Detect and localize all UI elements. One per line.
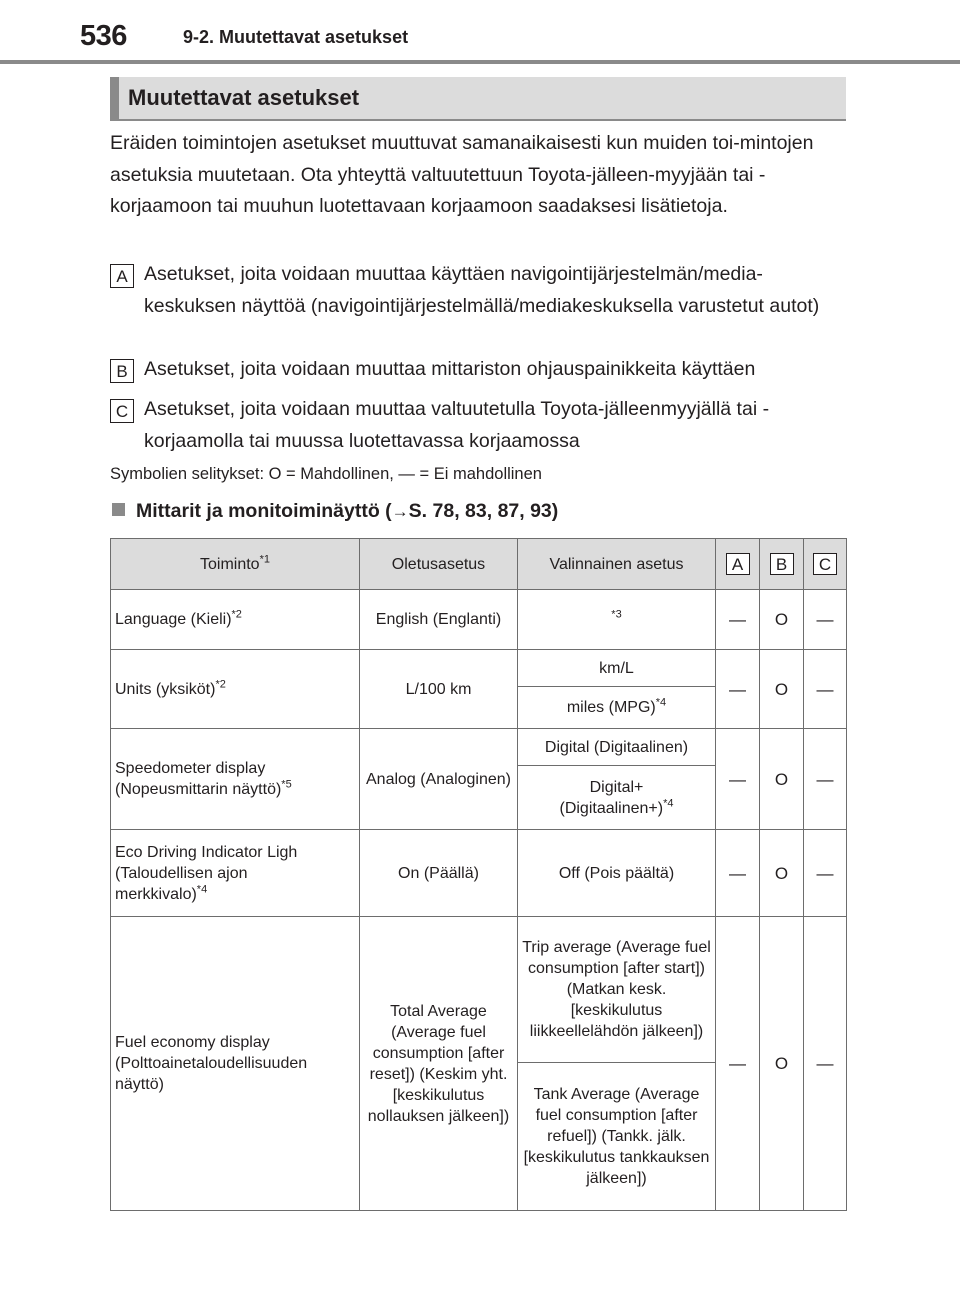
badge-c: C xyxy=(813,553,837,575)
function-cell: Eco Driving Indicator Ligh (Taloudellisen ajon merkkivalo)$^{*4}$ xyxy=(111,830,360,917)
c-cell: — xyxy=(804,830,847,917)
badge-b: B xyxy=(770,553,794,575)
header-default: Oletusasetus xyxy=(360,539,518,590)
b-cell: O xyxy=(760,650,804,729)
title-accent-bar xyxy=(110,77,119,121)
function-cell: Units (yksiköt)$^{*2}$ xyxy=(111,650,360,729)
a-cell: — xyxy=(716,650,760,729)
a-cell: — xyxy=(716,917,760,1211)
a-cell: — xyxy=(716,729,760,830)
optional-cell: Trip average (Average fuel consumption [after start]) (Matkan kesk. [keskikulutus liikkeellelähdön jälkeen]) xyxy=(518,917,716,1063)
a-cell: — xyxy=(716,590,760,650)
header-function: Toiminto$^{*1}$ xyxy=(111,539,360,590)
page-references: S. 78, 83, 87, 93) xyxy=(408,500,559,522)
default-cell: L/100 km xyxy=(360,650,518,729)
function-cell: Language (Kieli)$^{*2}$ xyxy=(111,590,360,650)
item-b-text: Asetukset, joita voidaan muuttaa mittariston ohjauspainikkeita käyttäen xyxy=(144,358,756,380)
function-cell: Fuel economy display (Polttoainetaloudellisuuden näyttö) xyxy=(111,917,360,1211)
badge-c: C xyxy=(110,399,134,423)
header-optional: Valinnainen asetus xyxy=(518,539,716,590)
list-item-b xyxy=(110,354,850,386)
optional-cell: *3 xyxy=(518,590,716,650)
optional-cell: Tank Average (Average fuel consumption [after refuel]) (Tankk. jälk. [keskikulutus tankkauksen jälkeen]) xyxy=(518,1063,716,1211)
c-cell: — xyxy=(804,729,847,830)
badge-b: B xyxy=(110,359,134,383)
arrow-icon: → xyxy=(391,502,409,521)
badge-a: A xyxy=(110,264,134,288)
function-cell: Speedometer display (Nopeusmittarin näyttö)$^{*5}$ xyxy=(111,729,360,830)
table-header-row xyxy=(111,539,847,590)
default-cell: On (Päällä) xyxy=(360,830,518,917)
default-cell: Analog (Analoginen) xyxy=(360,729,518,830)
section-title: 9-2. Muutettavat asetukset xyxy=(183,27,409,47)
bullet-square-icon xyxy=(112,503,125,516)
symbol-legend: Symbolien selitykset: O = Mahdollinen, — = Ei mahdollinen xyxy=(110,465,542,483)
subheading-text: Mittarit ja monitoiminäyttö ( xyxy=(136,500,392,522)
optional-cell: miles (MPG)$^{*4}$ xyxy=(518,687,716,729)
c-cell: — xyxy=(804,917,847,1211)
page-header xyxy=(0,0,960,66)
list-item-a xyxy=(110,259,850,322)
header-b xyxy=(760,539,804,590)
table-row xyxy=(111,729,847,766)
a-cell: — xyxy=(716,830,760,917)
table-row xyxy=(111,830,847,917)
default-cell: Total Average (Average fuel consumption [after reset]) (Keskim yht. [keskikulutus nollauksen jälkeen]) xyxy=(360,917,518,1211)
optional-cell: Off (Pois päältä) xyxy=(518,830,716,917)
b-cell: O xyxy=(760,917,804,1211)
item-c-text: Asetukset, joita voidaan muuttaa valtuutetulla Toyota-jälleenmyyjällä tai -korjaamolla tai muussa luotettavassa korjaamossa xyxy=(144,398,770,452)
header-c xyxy=(804,539,847,590)
b-cell: O xyxy=(760,729,804,830)
table-row xyxy=(111,590,847,650)
page-number: 536 xyxy=(80,20,127,52)
b-cell: O xyxy=(760,590,804,650)
default-cell: English (Englanti) xyxy=(360,590,518,650)
b-cell: O xyxy=(760,830,804,917)
optional-cell: Digital+ (Digitaalinen+)$^{*4}$ xyxy=(518,766,716,830)
item-a-text: Asetukset, joita voidaan muuttaa käyttäen navigointijärjestelmän/media-keskuksen näyttöä (navigointijärjestelmällä/mediakeskuksella varustetut autot) xyxy=(144,263,820,317)
settings-table xyxy=(110,538,847,1211)
header-rule xyxy=(0,60,960,64)
badge-a: A xyxy=(726,553,750,575)
table-row xyxy=(111,917,847,1063)
section-heading: Muutettavat asetukset xyxy=(128,85,360,110)
header-a xyxy=(716,539,760,590)
c-cell: — xyxy=(804,590,847,650)
subheading xyxy=(112,500,558,523)
c-cell: — xyxy=(804,650,847,729)
optional-cell: Digital (Digitaalinen) xyxy=(518,729,716,766)
intro-paragraph: Eräiden toimintojen asetukset muuttuvat samanaikaisesti kun muiden toi-mintojen asetuksia muutetaan. Ota yhteyttä valtuutettuun Toyota-jälleen-myyjään tai -korjaamoon tai muuhun luotettavaan korjaamoon saadaksesi lisätietoja. xyxy=(110,132,814,217)
table-row xyxy=(111,650,847,687)
optional-cell: km/L xyxy=(518,650,716,687)
list-item-c xyxy=(110,394,850,457)
